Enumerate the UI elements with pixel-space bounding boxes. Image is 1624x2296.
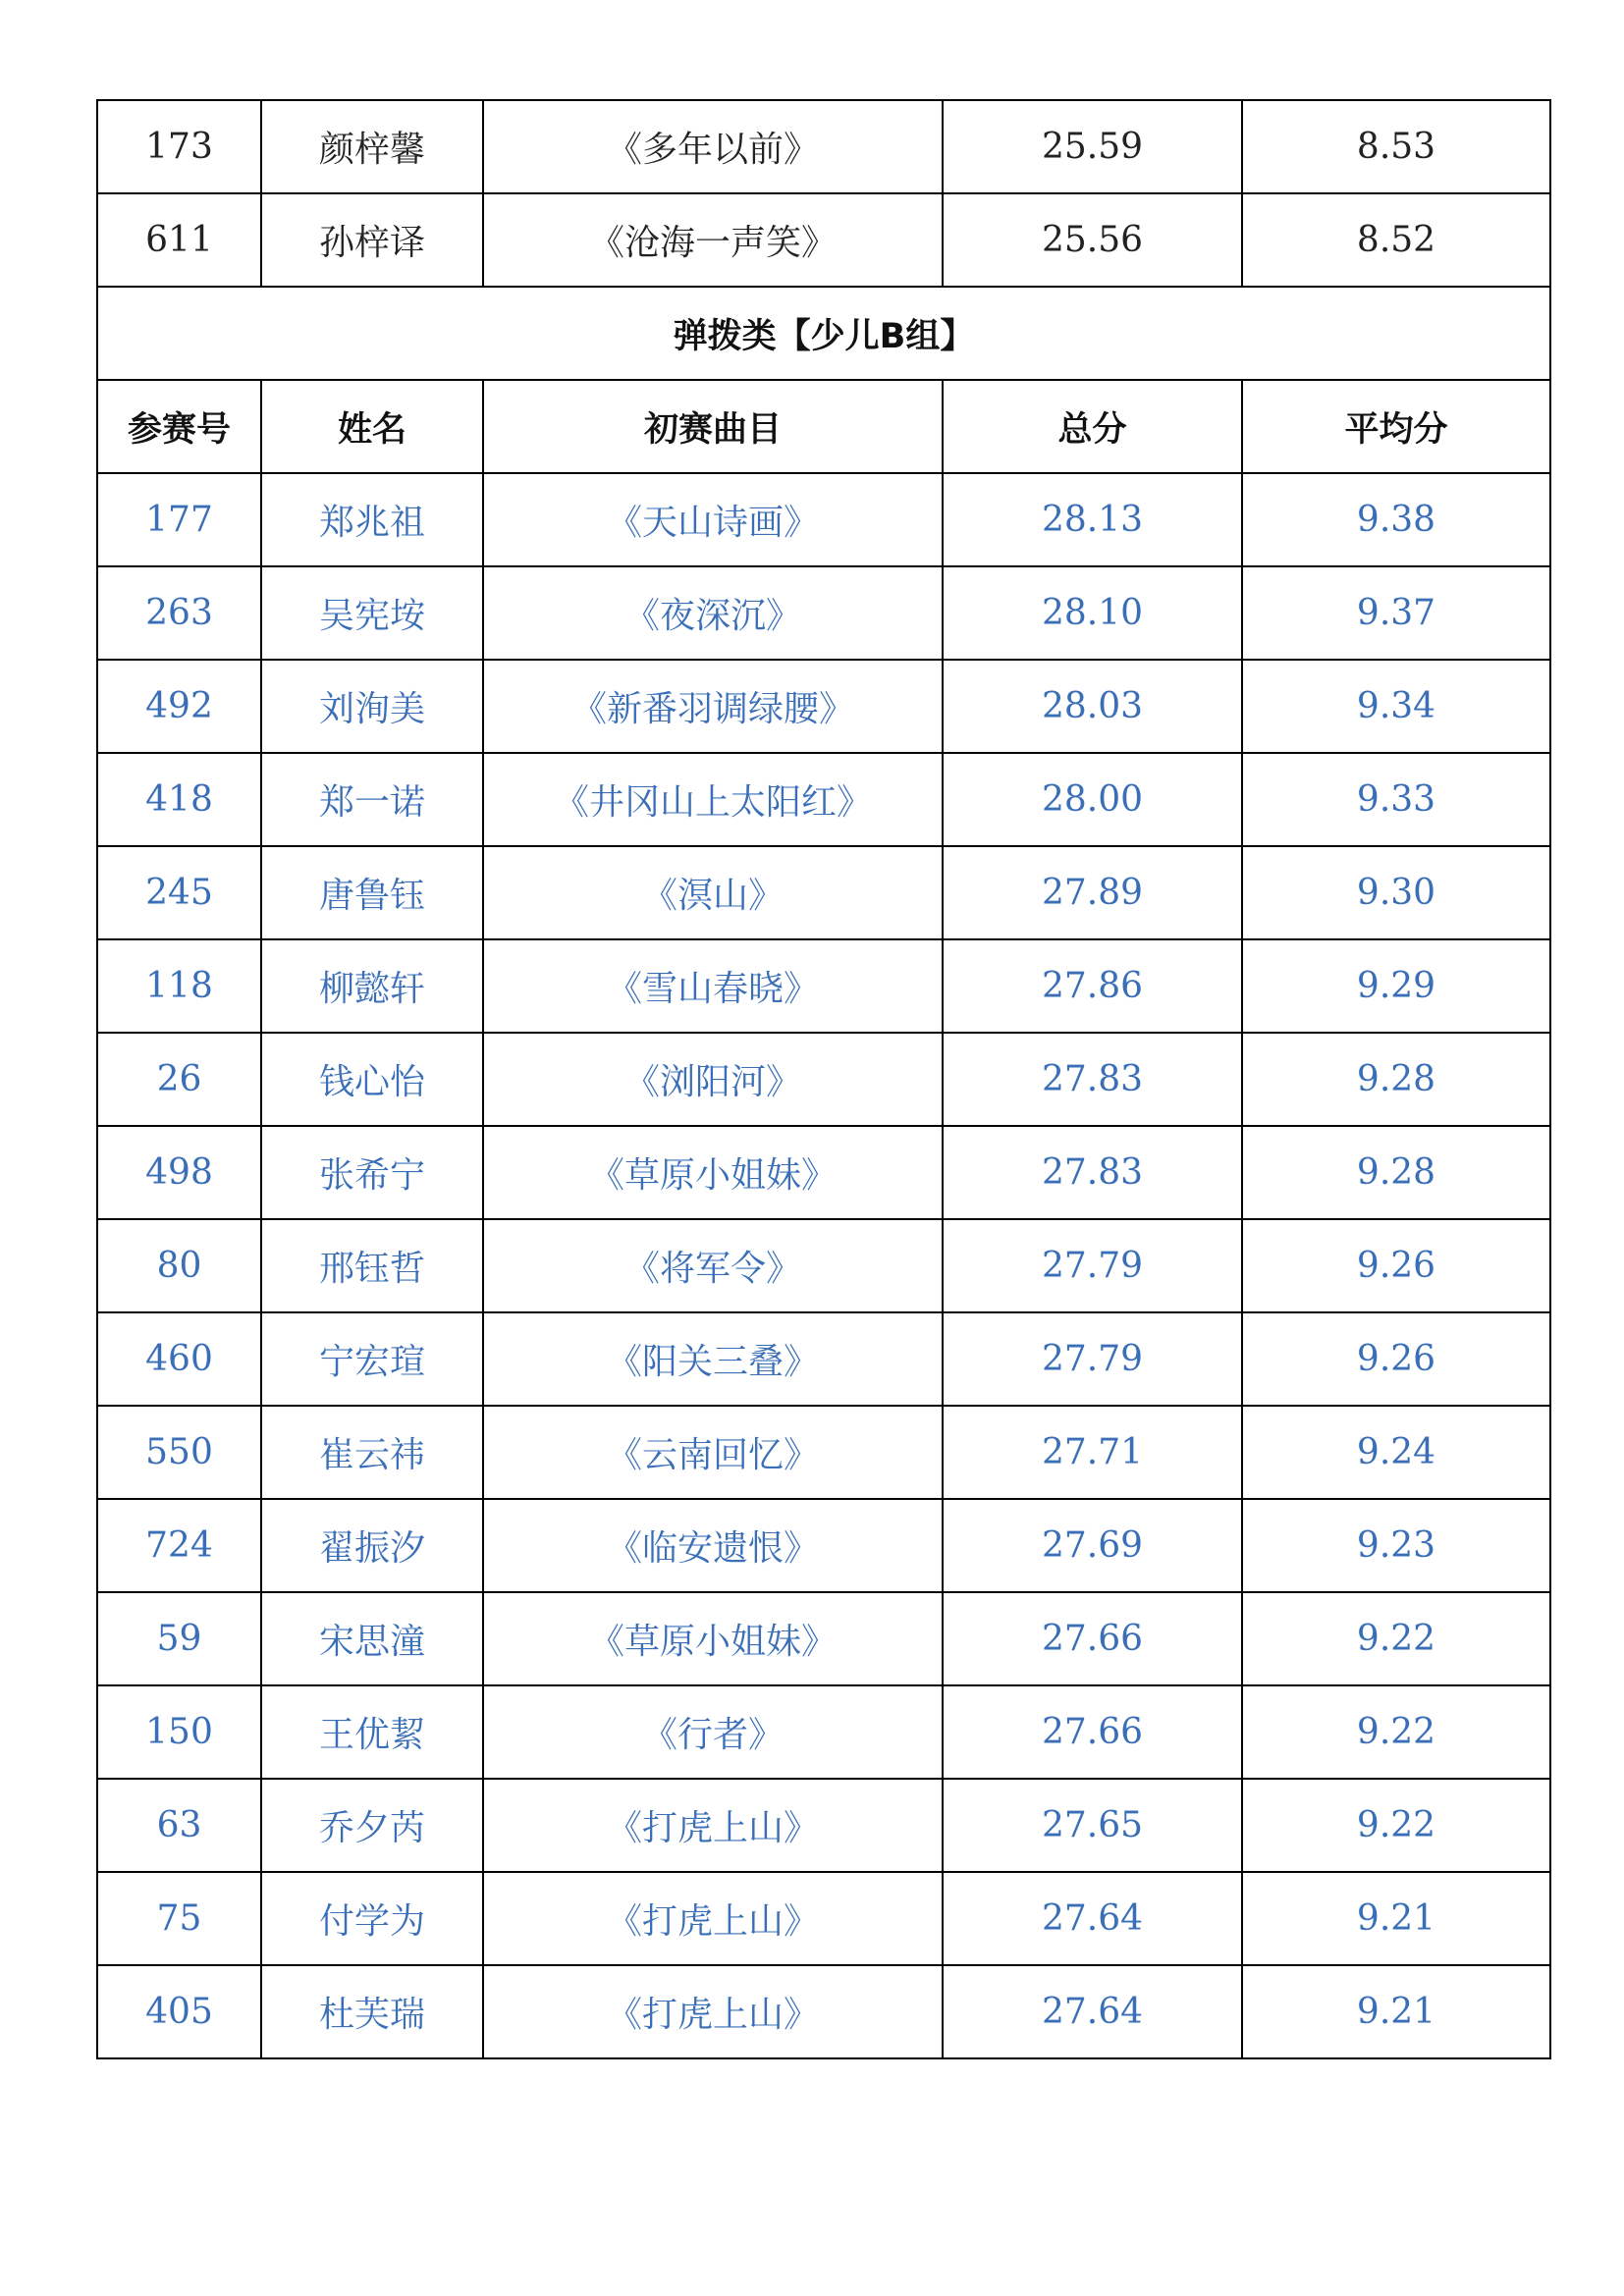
- contestant-name: 孙梓译: [261, 193, 483, 287]
- average-score: 9.22: [1242, 1592, 1550, 1685]
- average-score: 9.23: [1242, 1499, 1550, 1592]
- piece-title: 《打虎上山》: [483, 1965, 943, 2058]
- piece-title: 《草原小姐妹》: [483, 1126, 943, 1219]
- column-header-row: [97, 380, 1550, 473]
- average-score: 9.38: [1242, 473, 1550, 566]
- contestant-name: 刘洵美: [261, 660, 483, 753]
- table-row: [97, 1499, 1550, 1592]
- piece-title: 《沧海一声笑》: [483, 193, 943, 287]
- contestant-id: 80: [97, 1219, 261, 1312]
- total-score: 27.83: [943, 1126, 1242, 1219]
- table-row: [97, 1126, 1550, 1219]
- total-score: 27.79: [943, 1312, 1242, 1406]
- contestant-name: 宋思潼: [261, 1592, 483, 1685]
- average-score: 8.52: [1242, 193, 1550, 287]
- piece-title: 《浏阳河》: [483, 1033, 943, 1126]
- contestant-id: 177: [97, 473, 261, 566]
- average-score: 9.21: [1242, 1872, 1550, 1965]
- piece-title: 《打虎上山》: [483, 1872, 943, 1965]
- contestant-id: 150: [97, 1685, 261, 1779]
- total-score: 28.10: [943, 566, 1242, 660]
- contestant-name: 郑兆祖: [261, 473, 483, 566]
- table-row: [97, 1592, 1550, 1685]
- average-score: 9.28: [1242, 1126, 1550, 1219]
- header-name: 姓名: [261, 380, 483, 473]
- table-row: [97, 1779, 1550, 1872]
- contestant-id: 75: [97, 1872, 261, 1965]
- contestant-id: 724: [97, 1499, 261, 1592]
- contestant-id: 245: [97, 846, 261, 939]
- piece-title: 《临安遗恨》: [483, 1499, 943, 1592]
- total-score: 27.83: [943, 1033, 1242, 1126]
- contestant-name: 颜梓馨: [261, 100, 483, 193]
- contestant-name: 乔夕芮: [261, 1779, 483, 1872]
- piece-title: 《新番羽调绿腰》: [483, 660, 943, 753]
- header-average: 平均分: [1242, 380, 1550, 473]
- contestant-name: 翟振汐: [261, 1499, 483, 1592]
- table-row: [97, 193, 1550, 287]
- total-score: 25.59: [943, 100, 1242, 193]
- table-row: [97, 566, 1550, 660]
- average-score: 9.33: [1242, 753, 1550, 846]
- piece-title: 《草原小姐妹》: [483, 1592, 943, 1685]
- contestant-name: 钱心怡: [261, 1033, 483, 1126]
- contestant-name: 王优絜: [261, 1685, 483, 1779]
- table-row: [97, 100, 1550, 193]
- average-score: 9.37: [1242, 566, 1550, 660]
- section-title-row: [97, 287, 1550, 380]
- contestant-id: 492: [97, 660, 261, 753]
- piece-title: 《阳关三叠》: [483, 1312, 943, 1406]
- contestant-name: 郑一诺: [261, 753, 483, 846]
- total-score: 27.66: [943, 1685, 1242, 1779]
- contestant-id: 418: [97, 753, 261, 846]
- piece-title: 《天山诗画》: [483, 473, 943, 566]
- total-score: 28.13: [943, 473, 1242, 566]
- total-score: 27.64: [943, 1872, 1242, 1965]
- table-row: [97, 1033, 1550, 1126]
- table-row: [97, 473, 1550, 566]
- piece-title: 《将军令》: [483, 1219, 943, 1312]
- contestant-id: 63: [97, 1779, 261, 1872]
- average-score: 9.26: [1242, 1312, 1550, 1406]
- contestant-name: 付学为: [261, 1872, 483, 1965]
- total-score: 27.89: [943, 846, 1242, 939]
- results-table: [96, 99, 1551, 2059]
- total-score: 27.66: [943, 1592, 1242, 1685]
- average-score: 9.30: [1242, 846, 1550, 939]
- piece-title: 《多年以前》: [483, 100, 943, 193]
- piece-title: 《夜深沉》: [483, 566, 943, 660]
- table-row: [97, 660, 1550, 753]
- total-score: 27.71: [943, 1406, 1242, 1499]
- piece-title: 《行者》: [483, 1685, 943, 1779]
- table-row: [97, 846, 1550, 939]
- results-page: [96, 99, 1549, 2059]
- piece-title: 《溟山》: [483, 846, 943, 939]
- contestant-id: 26: [97, 1033, 261, 1126]
- contestant-name: 崔云祎: [261, 1406, 483, 1499]
- contestant-name: 唐鲁钰: [261, 846, 483, 939]
- total-score: 27.65: [943, 1779, 1242, 1872]
- header-piece: 初赛曲目: [483, 380, 943, 473]
- table-row: [97, 1312, 1550, 1406]
- total-score: 28.03: [943, 660, 1242, 753]
- piece-title: 《打虎上山》: [483, 1779, 943, 1872]
- average-score: 9.28: [1242, 1033, 1550, 1126]
- table-row: [97, 1872, 1550, 1965]
- contestant-name: 柳懿轩: [261, 939, 483, 1033]
- table-row: [97, 1965, 1550, 2058]
- average-score: 8.53: [1242, 100, 1550, 193]
- table-row: [97, 753, 1550, 846]
- contestant-name: 张希宁: [261, 1126, 483, 1219]
- table-row: [97, 1219, 1550, 1312]
- average-score: 9.22: [1242, 1685, 1550, 1779]
- total-score: 27.86: [943, 939, 1242, 1033]
- section-title: 弹拨类【少儿B组】: [97, 287, 1550, 380]
- total-score: 27.64: [943, 1965, 1242, 2058]
- header-id: 参赛号: [97, 380, 261, 473]
- contestant-id: 498: [97, 1126, 261, 1219]
- average-score: 9.22: [1242, 1779, 1550, 1872]
- contestant-name: 邢钰哲: [261, 1219, 483, 1312]
- contestant-id: 611: [97, 193, 261, 287]
- header-total: 总分: [943, 380, 1242, 473]
- table-row: [97, 1406, 1550, 1499]
- total-score: 27.79: [943, 1219, 1242, 1312]
- table-row: [97, 939, 1550, 1033]
- contestant-id: 550: [97, 1406, 261, 1499]
- average-score: 9.29: [1242, 939, 1550, 1033]
- table-row: [97, 1685, 1550, 1779]
- contestant-id: 460: [97, 1312, 261, 1406]
- total-score: 27.69: [943, 1499, 1242, 1592]
- piece-title: 《雪山春晓》: [483, 939, 943, 1033]
- piece-title: 《井冈山上太阳红》: [483, 753, 943, 846]
- contestant-name: 吴宪垵: [261, 566, 483, 660]
- piece-title: 《云南回忆》: [483, 1406, 943, 1499]
- result-rows: [97, 473, 1550, 2058]
- contestant-name: 杜芙瑞: [261, 1965, 483, 2058]
- average-score: 9.34: [1242, 660, 1550, 753]
- contestant-name: 宁宏瑄: [261, 1312, 483, 1406]
- contestant-id: 118: [97, 939, 261, 1033]
- total-score: 25.56: [943, 193, 1242, 287]
- average-score: 9.26: [1242, 1219, 1550, 1312]
- contestant-id: 173: [97, 100, 261, 193]
- contestant-id: 263: [97, 566, 261, 660]
- contestant-id: 59: [97, 1592, 261, 1685]
- average-score: 9.24: [1242, 1406, 1550, 1499]
- total-score: 28.00: [943, 753, 1242, 846]
- contestant-id: 405: [97, 1965, 261, 2058]
- average-score: 9.21: [1242, 1965, 1550, 2058]
